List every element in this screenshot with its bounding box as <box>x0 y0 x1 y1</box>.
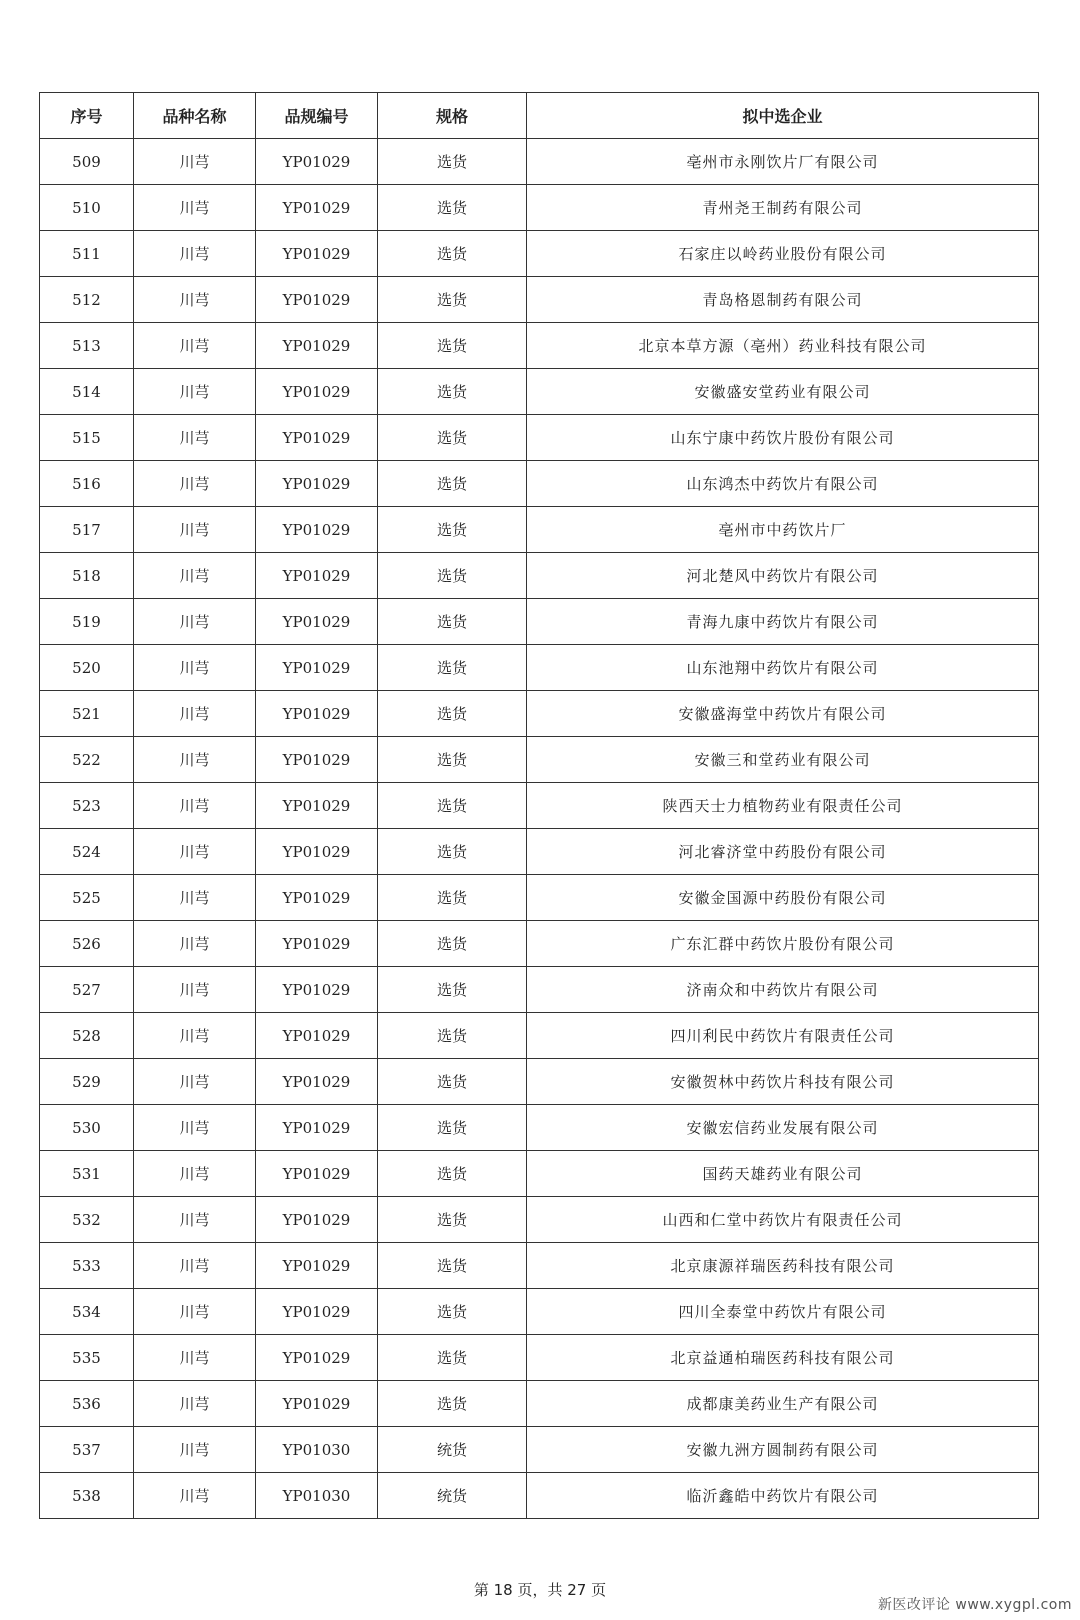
cell-specification: 选货 <box>378 1105 527 1151</box>
cell-spec-code: YP01029 <box>256 461 378 507</box>
cell-spec-code: YP01029 <box>256 829 378 875</box>
cell-variety-name: 川芎 <box>134 921 256 967</box>
cell-specification: 选货 <box>378 1335 527 1381</box>
cell-variety-name: 川芎 <box>134 323 256 369</box>
cell-serial-no: 517 <box>40 507 134 553</box>
cell-serial-no: 513 <box>40 323 134 369</box>
table-row <box>40 737 1039 783</box>
cell-variety-name: 川芎 <box>134 1013 256 1059</box>
watermark-text: 新医改评论 www.xygpl.com <box>877 1597 1072 1613</box>
cell-spec-code: YP01029 <box>256 323 378 369</box>
cell-proposed-company: 济南众和中药饮片有限公司 <box>527 967 1039 1013</box>
cell-serial-no: 535 <box>40 1335 134 1381</box>
cell-variety-name: 川芎 <box>134 231 256 277</box>
cell-specification: 选货 <box>378 185 527 231</box>
table-row <box>40 461 1039 507</box>
cell-spec-code: YP01029 <box>256 415 378 461</box>
cell-proposed-company: 安徽九洲方圆制药有限公司 <box>527 1427 1039 1473</box>
cell-proposed-company: 临沂鑫皓中药饮片有限公司 <box>527 1473 1039 1519</box>
cell-serial-no: 523 <box>40 783 134 829</box>
cell-spec-code: YP01029 <box>256 737 378 783</box>
cell-serial-no: 534 <box>40 1289 134 1335</box>
table-row <box>40 1105 1039 1151</box>
cell-serial-no: 532 <box>40 1197 134 1243</box>
cell-serial-no: 512 <box>40 277 134 323</box>
cell-proposed-company: 山东鸿杰中药饮片有限公司 <box>527 461 1039 507</box>
cell-spec-code: YP01029 <box>256 1335 378 1381</box>
cell-serial-no: 518 <box>40 553 134 599</box>
table-row <box>40 415 1039 461</box>
header-serial-no: 序号 <box>40 93 134 139</box>
cell-variety-name: 川芎 <box>134 369 256 415</box>
cell-specification: 选货 <box>378 599 527 645</box>
cell-variety-name: 川芎 <box>134 185 256 231</box>
cell-specification: 选货 <box>378 783 527 829</box>
cell-specification: 选货 <box>378 645 527 691</box>
cell-spec-code: YP01029 <box>256 875 378 921</box>
cell-serial-no: 519 <box>40 599 134 645</box>
cell-spec-code: YP01029 <box>256 369 378 415</box>
cell-proposed-company: 河北楚风中药饮片有限公司 <box>527 553 1039 599</box>
cell-specification: 选货 <box>378 1059 527 1105</box>
table-row <box>40 1427 1039 1473</box>
table-row <box>40 323 1039 369</box>
table-row <box>40 507 1039 553</box>
table-row <box>40 1289 1039 1335</box>
cell-proposed-company: 安徽盛安堂药业有限公司 <box>527 369 1039 415</box>
cell-proposed-company: 青岛格恩制药有限公司 <box>527 277 1039 323</box>
cell-proposed-company: 青海九康中药饮片有限公司 <box>527 599 1039 645</box>
header-specification: 规格 <box>378 93 527 139</box>
cell-proposed-company: 四川利民中药饮片有限责任公司 <box>527 1013 1039 1059</box>
cell-variety-name: 川芎 <box>134 139 256 185</box>
cell-variety-name: 川芎 <box>134 461 256 507</box>
cell-specification: 选货 <box>378 967 527 1013</box>
cell-specification: 选货 <box>378 737 527 783</box>
table-row <box>40 967 1039 1013</box>
cell-spec-code: YP01029 <box>256 1105 378 1151</box>
cell-spec-code: YP01029 <box>256 1013 378 1059</box>
cell-spec-code: YP01029 <box>256 1381 378 1427</box>
cell-specification: 选货 <box>378 1243 527 1289</box>
table-row <box>40 783 1039 829</box>
company-list-table <box>39 92 1039 1519</box>
cell-spec-code: YP01030 <box>256 1473 378 1519</box>
cell-variety-name: 川芎 <box>134 1335 256 1381</box>
cell-spec-code: YP01029 <box>256 231 378 277</box>
cell-variety-name: 川芎 <box>134 1243 256 1289</box>
cell-specification: 选货 <box>378 1013 527 1059</box>
cell-spec-code: YP01029 <box>256 1289 378 1335</box>
cell-variety-name: 川芎 <box>134 553 256 599</box>
cell-proposed-company: 北京本草方源（亳州）药业科技有限公司 <box>527 323 1039 369</box>
cell-specification: 选货 <box>378 139 527 185</box>
cell-serial-no: 514 <box>40 369 134 415</box>
cell-serial-no: 530 <box>40 1105 134 1151</box>
cell-spec-code: YP01029 <box>256 1059 378 1105</box>
cell-proposed-company: 广东汇群中药饮片股份有限公司 <box>527 921 1039 967</box>
cell-serial-no: 509 <box>40 139 134 185</box>
cell-specification: 选货 <box>378 415 527 461</box>
cell-proposed-company: 山西和仁堂中药饮片有限责任公司 <box>527 1197 1039 1243</box>
cell-variety-name: 川芎 <box>134 691 256 737</box>
cell-specification: 选货 <box>378 829 527 875</box>
table-row <box>40 369 1039 415</box>
table-header-row <box>40 93 1039 139</box>
cell-spec-code: YP01029 <box>256 185 378 231</box>
cell-proposed-company: 成都康美药业生产有限公司 <box>527 1381 1039 1427</box>
table-row <box>40 1151 1039 1197</box>
cell-specification: 选货 <box>378 1197 527 1243</box>
cell-specification: 选货 <box>378 553 527 599</box>
table-row <box>40 185 1039 231</box>
cell-serial-no: 511 <box>40 231 134 277</box>
cell-variety-name: 川芎 <box>134 783 256 829</box>
cell-variety-name: 川芎 <box>134 1105 256 1151</box>
cell-proposed-company: 安徽金国源中药股份有限公司 <box>527 875 1039 921</box>
cell-specification: 选货 <box>378 507 527 553</box>
cell-spec-code: YP01029 <box>256 599 378 645</box>
cell-serial-no: 536 <box>40 1381 134 1427</box>
table-row <box>40 645 1039 691</box>
cell-specification: 统货 <box>378 1473 527 1519</box>
cell-serial-no: 520 <box>40 645 134 691</box>
table-row <box>40 277 1039 323</box>
cell-specification: 选货 <box>378 323 527 369</box>
cell-variety-name: 川芎 <box>134 599 256 645</box>
cell-proposed-company: 石家庄以岭药业股份有限公司 <box>527 231 1039 277</box>
cell-proposed-company: 青州尧王制药有限公司 <box>527 185 1039 231</box>
cell-spec-code: YP01029 <box>256 507 378 553</box>
cell-variety-name: 川芎 <box>134 645 256 691</box>
cell-variety-name: 川芎 <box>134 1473 256 1519</box>
header-variety-name: 品种名称 <box>134 93 256 139</box>
cell-proposed-company: 河北睿济堂中药股份有限公司 <box>527 829 1039 875</box>
cell-spec-code: YP01029 <box>256 277 378 323</box>
cell-proposed-company: 山东宁康中药饮片股份有限公司 <box>527 415 1039 461</box>
cell-spec-code: YP01029 <box>256 967 378 1013</box>
cell-proposed-company: 安徽宏信药业发展有限公司 <box>527 1105 1039 1151</box>
cell-specification: 选货 <box>378 1381 527 1427</box>
cell-proposed-company: 安徽三和堂药业有限公司 <box>527 737 1039 783</box>
cell-serial-no: 510 <box>40 185 134 231</box>
cell-proposed-company: 陕西天士力植物药业有限责任公司 <box>527 783 1039 829</box>
cell-specification: 选货 <box>378 691 527 737</box>
cell-variety-name: 川芎 <box>134 1197 256 1243</box>
cell-proposed-company: 安徽盛海堂中药饮片有限公司 <box>527 691 1039 737</box>
table-row <box>40 1197 1039 1243</box>
cell-spec-code: YP01029 <box>256 1197 378 1243</box>
cell-proposed-company: 北京康源祥瑞医药科技有限公司 <box>527 1243 1039 1289</box>
cell-variety-name: 川芎 <box>134 1151 256 1197</box>
table-row <box>40 829 1039 875</box>
cell-serial-no: 537 <box>40 1427 134 1473</box>
cell-specification: 统货 <box>378 1427 527 1473</box>
cell-serial-no: 515 <box>40 415 134 461</box>
cell-spec-code: YP01029 <box>256 691 378 737</box>
cell-variety-name: 川芎 <box>134 737 256 783</box>
cell-spec-code: YP01029 <box>256 921 378 967</box>
cell-variety-name: 川芎 <box>134 875 256 921</box>
table-row <box>40 1059 1039 1105</box>
cell-serial-no: 528 <box>40 1013 134 1059</box>
cell-proposed-company: 山东池翔中药饮片有限公司 <box>527 645 1039 691</box>
cell-proposed-company: 国药天雄药业有限公司 <box>527 1151 1039 1197</box>
table-body <box>40 139 1039 1519</box>
table-row <box>40 691 1039 737</box>
cell-serial-no: 527 <box>40 967 134 1013</box>
cell-spec-code: YP01029 <box>256 1151 378 1197</box>
cell-variety-name: 川芎 <box>134 967 256 1013</box>
cell-proposed-company: 安徽贺林中药饮片科技有限公司 <box>527 1059 1039 1105</box>
table-row <box>40 139 1039 185</box>
cell-serial-no: 526 <box>40 921 134 967</box>
header-proposed-company: 拟中选企业 <box>527 93 1039 139</box>
table-row <box>40 1335 1039 1381</box>
cell-spec-code: YP01029 <box>256 1243 378 1289</box>
table-row <box>40 553 1039 599</box>
cell-proposed-company: 北京益通柏瑞医药科技有限公司 <box>527 1335 1039 1381</box>
cell-serial-no: 529 <box>40 1059 134 1105</box>
cell-variety-name: 川芎 <box>134 1059 256 1105</box>
cell-proposed-company: 亳州市中药饮片厂 <box>527 507 1039 553</box>
cell-spec-code: YP01029 <box>256 139 378 185</box>
table-row <box>40 1381 1039 1427</box>
cell-spec-code: YP01030 <box>256 1427 378 1473</box>
page-number: 第 18 页，共 27 页 <box>473 1581 607 1599</box>
cell-serial-no: 538 <box>40 1473 134 1519</box>
cell-variety-name: 川芎 <box>134 415 256 461</box>
cell-specification: 选货 <box>378 231 527 277</box>
cell-proposed-company: 亳州市永刚饮片厂有限公司 <box>527 139 1039 185</box>
table-row <box>40 1473 1039 1519</box>
cell-serial-no: 524 <box>40 829 134 875</box>
cell-serial-no: 531 <box>40 1151 134 1197</box>
cell-specification: 选货 <box>378 1151 527 1197</box>
cell-serial-no: 516 <box>40 461 134 507</box>
table-row <box>40 1013 1039 1059</box>
cell-variety-name: 川芎 <box>134 1381 256 1427</box>
cell-proposed-company: 四川全泰堂中药饮片有限公司 <box>527 1289 1039 1335</box>
table-row <box>40 231 1039 277</box>
cell-specification: 选货 <box>378 277 527 323</box>
table-row <box>40 1243 1039 1289</box>
cell-serial-no: 522 <box>40 737 134 783</box>
cell-serial-no: 521 <box>40 691 134 737</box>
cell-variety-name: 川芎 <box>134 1289 256 1335</box>
table-row <box>40 875 1039 921</box>
cell-variety-name: 川芎 <box>134 507 256 553</box>
cell-variety-name: 川芎 <box>134 277 256 323</box>
header-spec-code: 品规编号 <box>256 93 378 139</box>
cell-specification: 选货 <box>378 921 527 967</box>
cell-specification: 选货 <box>378 875 527 921</box>
cell-spec-code: YP01029 <box>256 783 378 829</box>
cell-specification: 选货 <box>378 1289 527 1335</box>
cell-specification: 选货 <box>378 461 527 507</box>
cell-serial-no: 525 <box>40 875 134 921</box>
table-row <box>40 599 1039 645</box>
cell-spec-code: YP01029 <box>256 553 378 599</box>
cell-serial-no: 533 <box>40 1243 134 1289</box>
cell-spec-code: YP01029 <box>256 645 378 691</box>
cell-variety-name: 川芎 <box>134 1427 256 1473</box>
table-row <box>40 921 1039 967</box>
cell-specification: 选货 <box>378 369 527 415</box>
cell-variety-name: 川芎 <box>134 829 256 875</box>
